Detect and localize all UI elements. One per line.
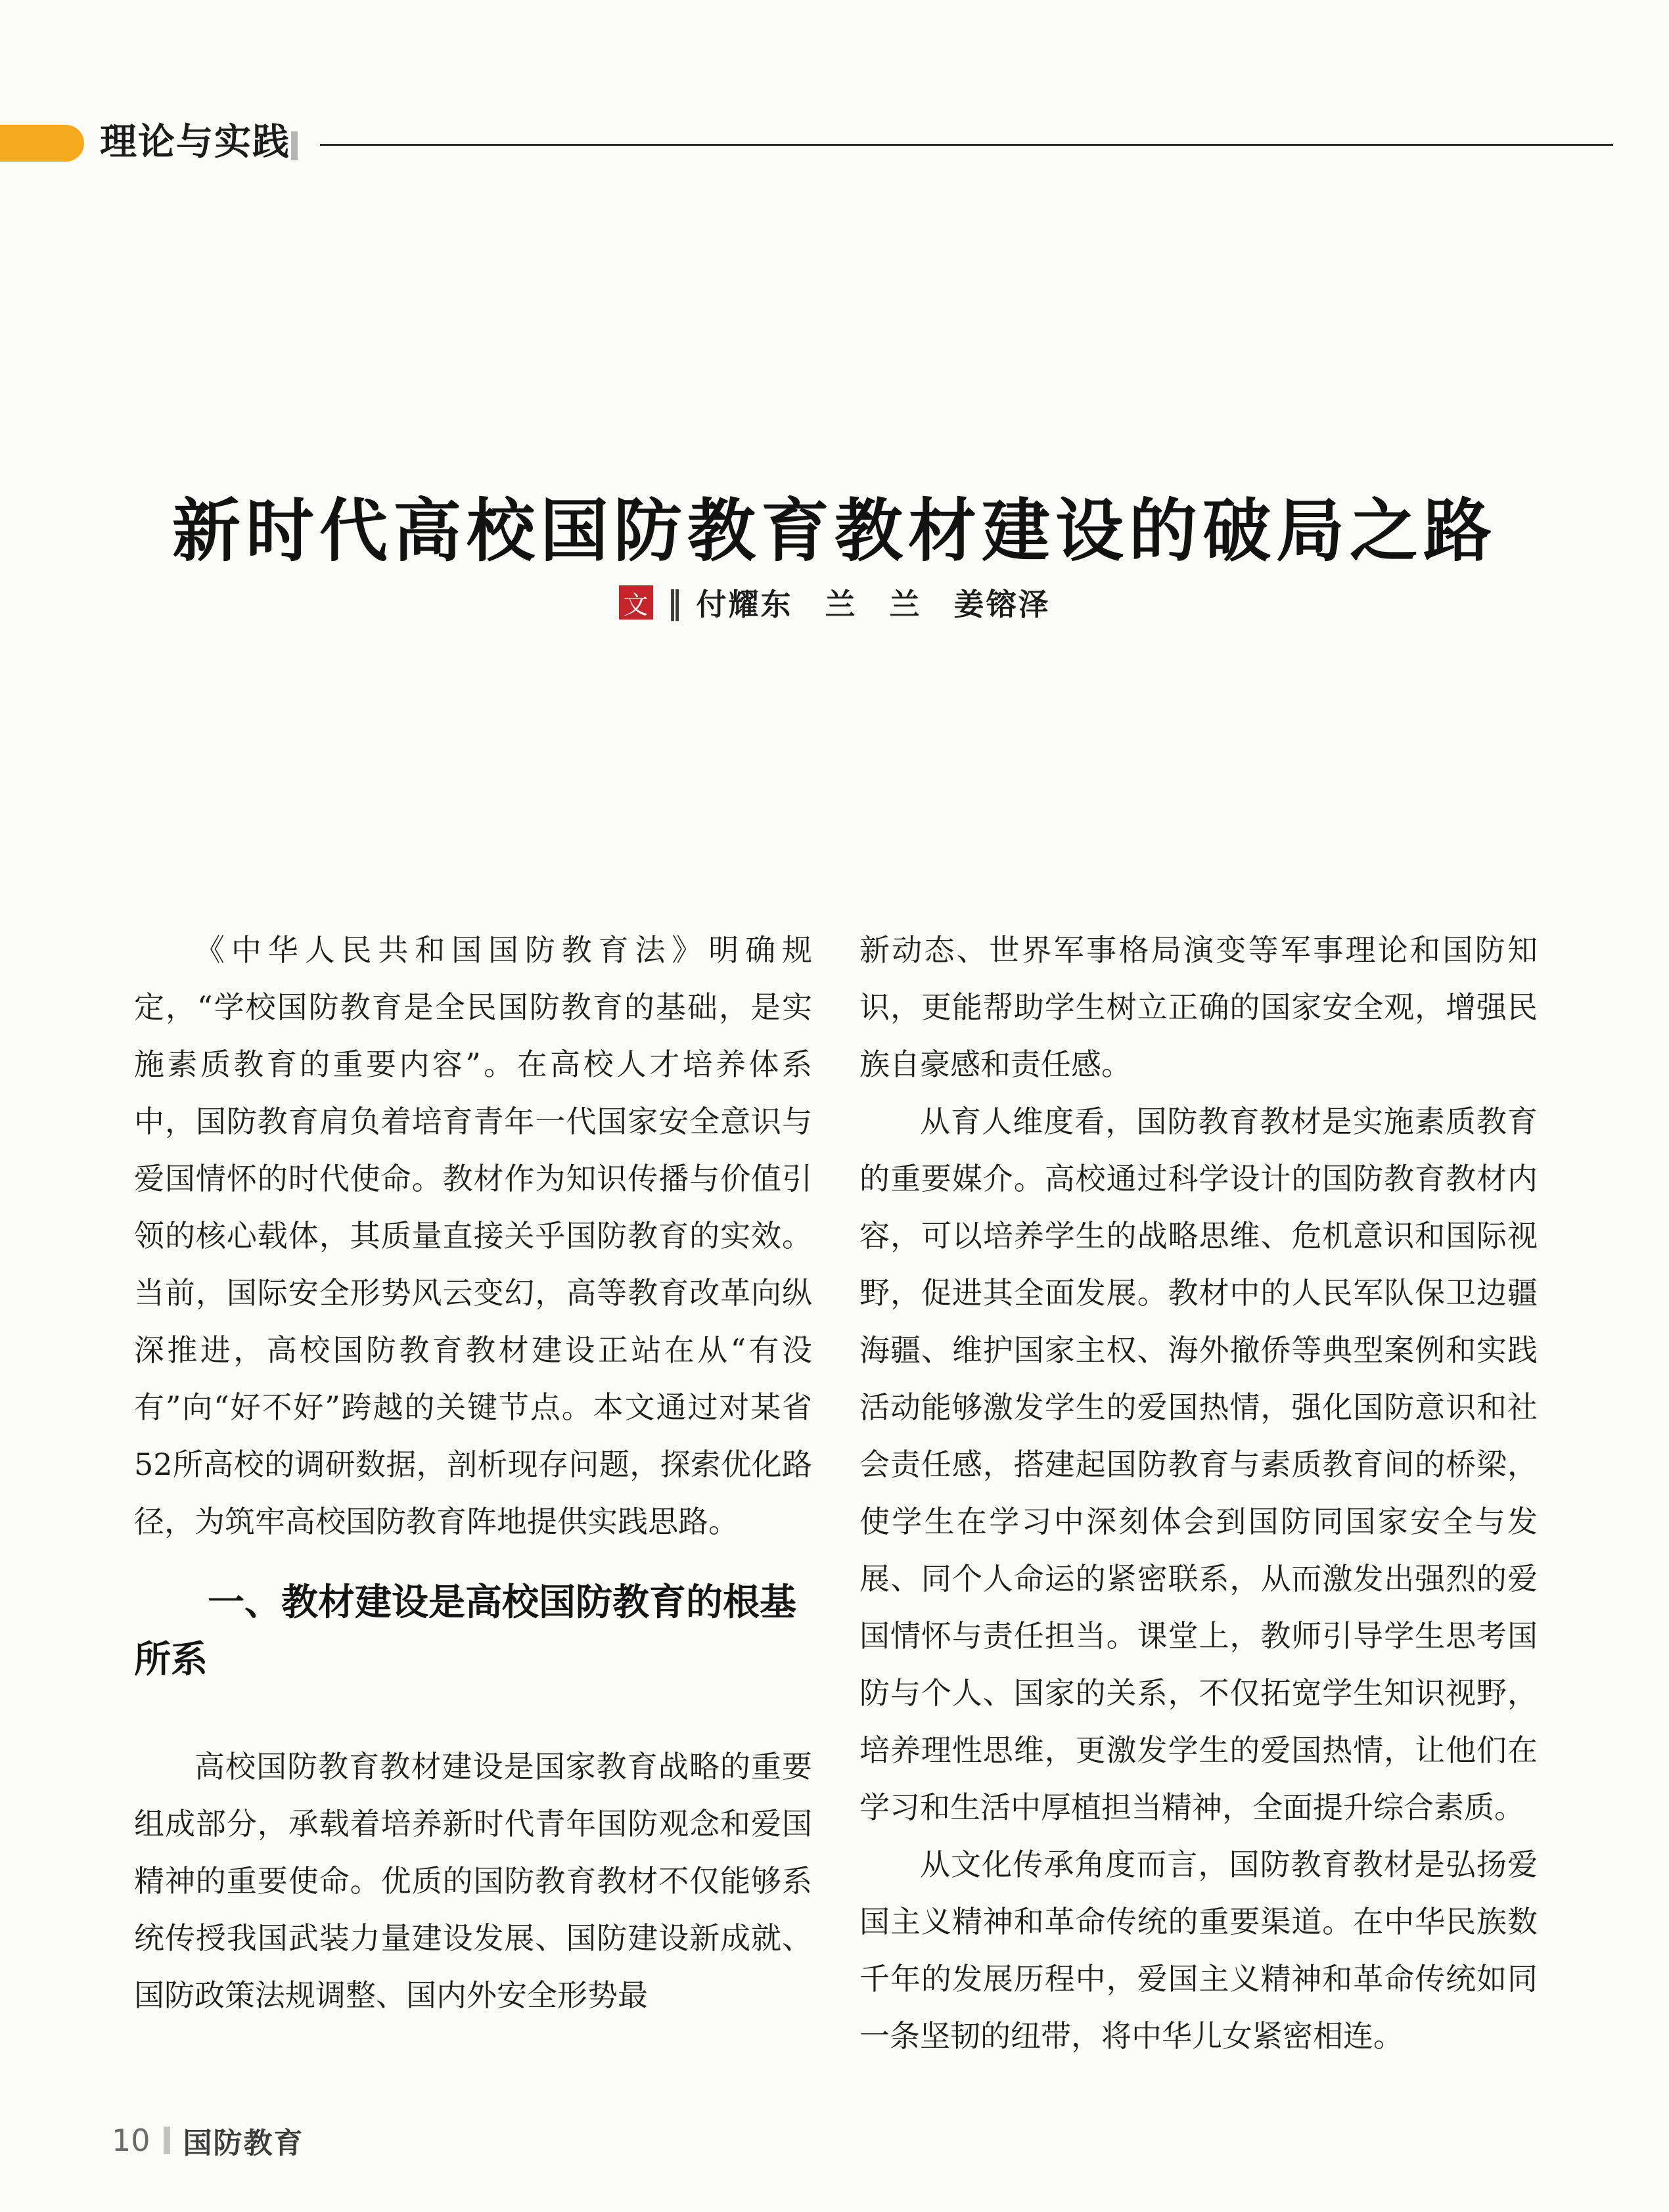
- section-heading: 一、教材建设是高校国防教育的根基所系: [134, 1581, 796, 1681]
- left-paragraph-2: 高校国防教育教材建设是国家教育战略的重要组成部分，承载着培养新时代青年国防观念和爱国精神的重要使命。优质的国防教育教材不仅能够系统传授我国武装力量建设发展、国防建设新成就、国防政策法规调整、国内外安全形势最: [134, 1749, 812, 2013]
- section-label: 理论与实践: [100, 121, 290, 164]
- page-number: 10: [112, 2123, 150, 2158]
- right-paragraph-3: 从文化传承角度而言，国防教育教材是弘扬爱国主义精神和革命传统的重要渠道。在中华民族数千年的发展历程中，爱国主义精神和革命传统如同一条坚韧的纽带，将中华儿女紧密相连。: [859, 1847, 1538, 2054]
- body-column-right: [859, 922, 1538, 2065]
- header-rule-line: [320, 144, 1613, 146]
- page-footer: [112, 2119, 304, 2161]
- right-paragraph-1: 新动态、世界军事格局演变等军事理论和国防知识，更能帮助学生树立正确的国家安全观，增强民族自豪感和责任感。: [859, 932, 1538, 1082]
- body-column-left: [134, 922, 812, 2024]
- left-paragraph-1: 《中华人民共和国国防教育法》明确规定，“学校国防教育是全民国防教育的基础，是实施素质教育的重要内容”。在高校人才培养体系中，国防教育肩负着培育青年一代国家安全意识与爱国情怀的时代使命。教材作为知识传播与价值引领的核心载体，其质量直接关乎国防教育的实效。当前，国际安全形势风云变幻，高等教育改革向纵深推进，高校国防教育教材建设正站在从“有没有”向“好不好”跨越的关键节点。本文通过对某省52所高校的调研数据，剖析现存问题，探索优化路径，为筑牢高校国防教育阵地提供实践思路。: [134, 932, 812, 1539]
- journal-name: 国防教育: [183, 2127, 304, 2160]
- page-title: 新时代高校国防教育教材建设的破局之路: [171, 490, 1497, 571]
- header-divider-tick: [291, 131, 298, 160]
- accent-pill-shape: [0, 125, 84, 162]
- footer-divider-tick: [164, 2127, 170, 2154]
- byline: [0, 581, 1669, 624]
- right-paragraph-2: 从育人维度看，国防教育教材是实施素质教育的重要媒介。高校通过科学设计的国防教育教材内容，可以培养学生的战略思维、危机意识和国际视野，促进其全面发展。教材中的人民军队保卫边疆海疆、维护国家主权、海外撤侨等典型案例和实践活动能够激发学生的爱国热情，强化国防意识和社会责任感，搭建起国防教育与素质教育间的桥梁，使学生在学习中深刻体会到国防同国家安全与发展、同个人命运的紧密联系，从而激发出强烈的爱国情怀与责任担当。课堂上，教师引导学生思考国防与个人、国家的关系，不仅拓宽学生知识视野，培养理性思维，更激发学生的爱国热情，让他们在学习和生活中厚植担当精神，全面提升综合素质。: [859, 1104, 1538, 1825]
- byline-text-mark-icon: 文: [619, 585, 653, 620]
- byline-separator: ‖: [667, 583, 682, 621]
- byline-authors: 付耀东 兰 兰 姜镕泽: [696, 587, 1051, 622]
